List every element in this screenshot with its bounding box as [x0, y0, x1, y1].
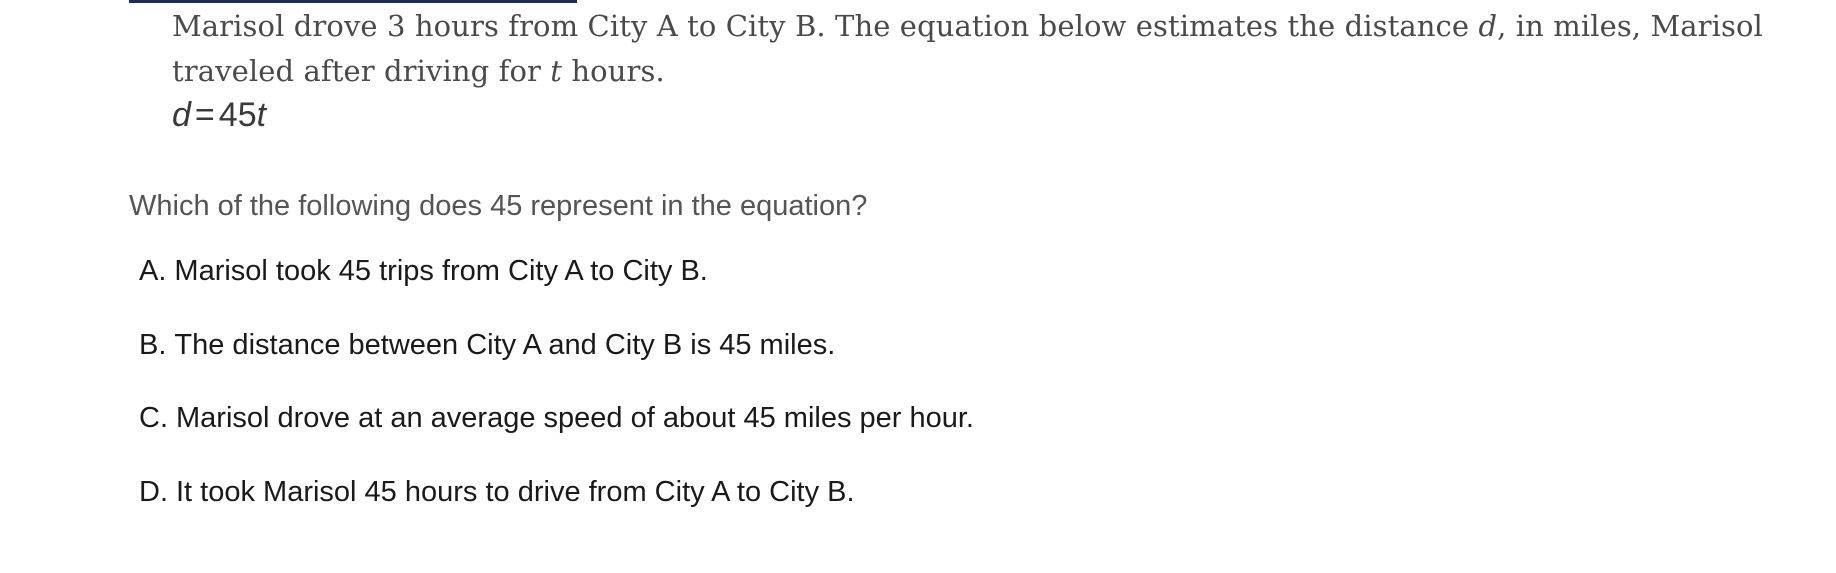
variable-d: d	[1478, 9, 1498, 43]
header-divider	[129, 0, 577, 3]
passage-text	[172, 4, 1772, 94]
equation-equals: =	[194, 96, 215, 134]
passage-segment-3: hours.	[562, 54, 665, 88]
choice-text: Marisol took 45 trips from City A to City B.	[174, 255, 708, 287]
choice-text: Marisol drove at an average speed of about 45 miles per hour.	[176, 402, 974, 434]
equation	[172, 96, 266, 135]
passage-segment-2: , in miles, Marisol traveled after driving for	[172, 9, 1763, 88]
choice-c[interactable]	[139, 401, 974, 475]
choice-text: The distance between City A and City B is 45 miles.	[174, 328, 836, 361]
choice-a[interactable]	[139, 254, 974, 328]
variable-t: t	[550, 54, 563, 88]
equation-variable: t	[256, 96, 267, 134]
choice-b[interactable]	[139, 328, 974, 402]
answer-choices	[139, 254, 974, 548]
choice-d[interactable]	[139, 475, 974, 549]
choice-letter: B.	[139, 328, 167, 361]
choice-letter: C.	[139, 402, 168, 434]
question-prompt: Which of the following does 45 represent in the equation?	[129, 190, 868, 222]
choice-letter: D.	[139, 475, 168, 508]
choice-text: It took Marisol 45 hours to drive from City A to City B.	[176, 475, 855, 508]
passage-segment-1: Marisol drove 3 hours from City A to City B. The equation below estimates the distance	[172, 9, 1479, 43]
equation-coefficient: 45	[218, 96, 257, 134]
choice-letter: A.	[139, 255, 167, 287]
equation-lhs: d	[172, 96, 191, 134]
